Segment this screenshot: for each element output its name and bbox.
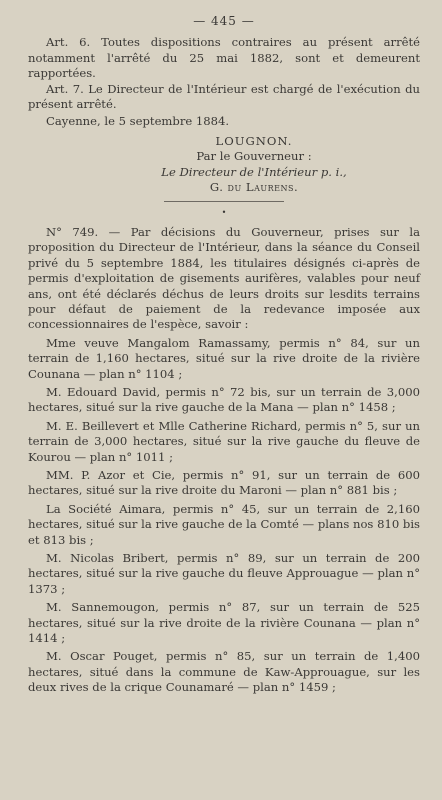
governor-name: LOUGNON. [215,133,293,148]
signature-block [28,134,420,196]
list-item: M. Sannemougon, permis n° 87, sur un terrain de 525 hectares, situé sur la rive droite de la rivière Counana — plan n° 1414 ; [28,600,420,646]
decision-paragraph: N° 749. — Par décisions du Gouverneur, prises sur la proposition du Directeur de l'Intérieur, dans la séance du Conseil privé du 5 septembre 1884, les titulaires désignés ci-après de permis d'exploitation de gisements aurifères, valables pour neuf ans, ont été déclarés déchus de leurs droits sur lesdits terrains pour défaut de paiement de la redevance imposée aux concessionnaires de l'espèce, savoir : [28,224,420,332]
place-date: Cayenne, le 5 septembre 1884. [46,114,230,129]
page-number: — 445 — [193,14,255,28]
article-6: Art. 6. Toutes dispositions contraires au présent arrêté notamment l'arrêté du 25 mai 1882, sont et demeurent rapportées. [28,35,420,81]
signer-name: G. du Laurens. [209,180,299,195]
list-item: M. Oscar Pouget, permis n° 85, sur un terrain de 1,400 hectares, situé dans la commune de Kaw-Approuague, sur les deux rives de la crique Counamaré — plan n° 1459 ; [28,649,420,695]
list-item: M. Nicolas Bribert, permis n° 89, sur un terrain de 200 hectares, situé sur la rive gauche du fleuve Approuague — plan n° 1373 ; [28,551,420,596]
director-role: Le Directeur de l'Intérieur p. i., [161,164,347,179]
list-item: La Société Aimara, permis n° 45, sur un terrain de 2,160 hectares, situé sur la rive gauche de la Comté — plans nos 810 bis et 813 bis ; [28,501,420,547]
list-item: M. Edouard David, permis n° 72 bis, sur un terrain de 3,000 hectares, situé sur la rive gauche de la Mana — plan n° 1458 ; [28,384,420,415]
by-governor-line: Par le Gouverneur : [196,149,312,164]
article-7: Art. 7. Le Directeur de l'Intérieur est chargé de l'exécution du présent arrêté. [28,81,420,112]
separator-dot: • [221,208,227,218]
list-item: Mme veuve Mangalom Ramassamy, permis n° 84, sur un terrain de 1,160 hectares, situé sur la rive droite de la rivière Counana — plan n° 1104 ; [28,335,420,381]
section-divider [164,201,284,202]
list-item: M. E. Beillevert et Mlle Catherine Richard, permis n° 5, sur un terrain de 3,000 hectares, situé sur la rive gauche du fleuve de Kourou — plan n° 1011 ; [28,418,420,464]
list-item: MM. P. Azor et Cie, permis n° 91, sur un terrain de 600 hectares, situé sur la rive droite du Maroni — plan n° 881 bis ; [28,467,420,498]
